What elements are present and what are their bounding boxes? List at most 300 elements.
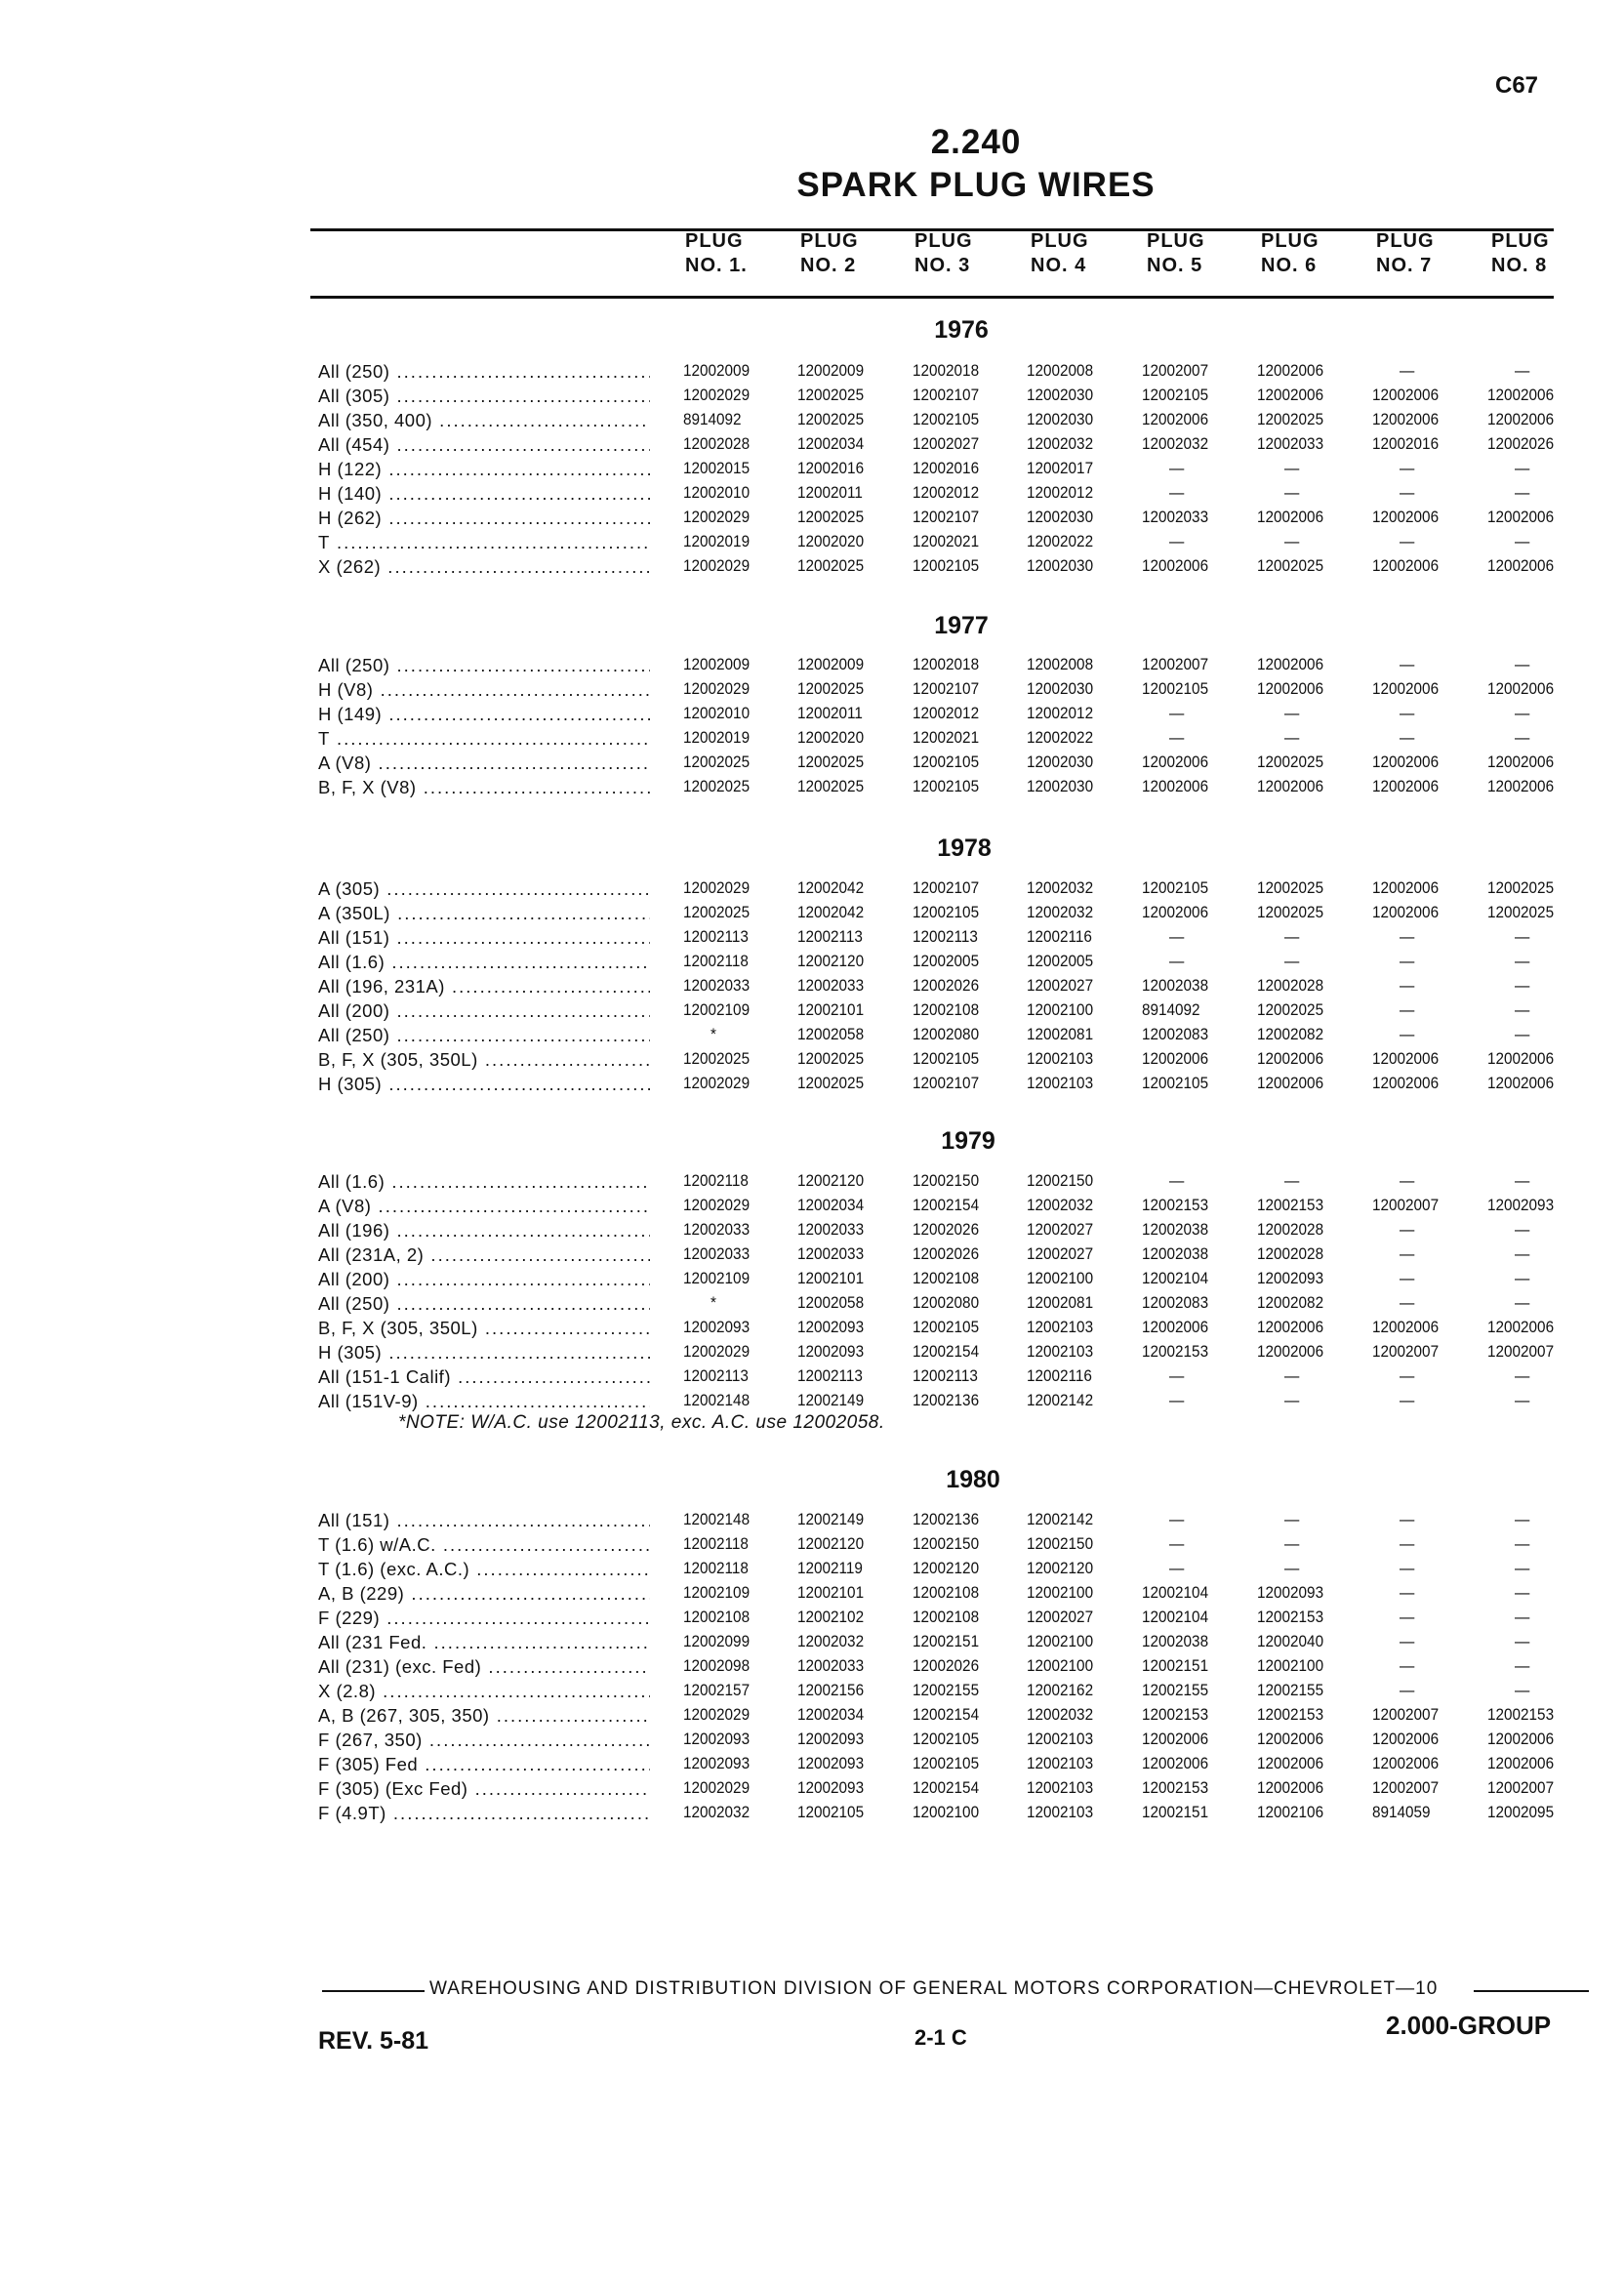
part-number-cell: 12002006 <box>1372 903 1440 921</box>
part-number-cell: 12002006 <box>1257 655 1324 673</box>
table-row <box>318 1583 1597 1608</box>
table-row <box>318 1074 1597 1098</box>
column-header-line2: NO. 7 <box>1376 255 1433 276</box>
part-number-cell: 12002006 <box>1142 1318 1209 1336</box>
part-number-cell: 12002149 <box>797 1391 865 1409</box>
part-number-cell: 12002153 <box>1142 1342 1209 1361</box>
part-number-cell: — <box>1284 1366 1300 1385</box>
part-number-cell: 12002098 <box>683 1656 751 1675</box>
column-header <box>1491 229 1608 278</box>
part-number-cell: 12002016 <box>913 459 980 477</box>
part-number-cell: 12002006 <box>1487 508 1555 526</box>
part-number-cell: 12002103 <box>1027 1318 1094 1336</box>
part-number-cell: 12002155 <box>1142 1681 1209 1699</box>
part-number-cell: 12002118 <box>683 1559 749 1577</box>
part-number-cell: — <box>1515 1000 1530 1019</box>
part-number-cell: 12002151 <box>1142 1656 1209 1675</box>
part-number-cell: 12002029 <box>683 508 751 526</box>
part-number-cell: — <box>1515 1681 1530 1699</box>
table-row <box>318 1171 1597 1196</box>
part-number-cell: 12002012 <box>913 704 980 722</box>
part-number-cell: — <box>1284 704 1300 722</box>
part-number-cell: 12002027 <box>1027 1244 1094 1263</box>
part-number-cell: 12002028 <box>683 434 751 453</box>
part-number-cell: 12002010 <box>683 483 751 502</box>
part-number-cell: — <box>1515 1391 1530 1409</box>
part-number-cell: 12002081 <box>1027 1293 1094 1312</box>
part-number-cell: 12002099 <box>683 1632 751 1650</box>
row-label: F (4.9T) ..... <box>318 1803 650 1824</box>
part-number-cell: 12002015 <box>683 459 751 477</box>
part-number-cell: — <box>1400 976 1415 995</box>
part-number-cell: 12002033 <box>683 1220 751 1239</box>
part-number-cell: 12002107 <box>913 679 980 698</box>
part-number-cell: * <box>710 1025 716 1043</box>
part-number-cell: — <box>1400 1366 1415 1385</box>
part-number-cell: 12002105 <box>1142 386 1209 404</box>
row-label: A, B (267, 305, 350) ..... <box>318 1705 650 1727</box>
part-number-cell: 12002034 <box>797 434 865 453</box>
part-number-cell: 12002025 <box>797 1074 865 1092</box>
part-number-cell: 12002006 <box>1257 386 1324 404</box>
part-number-cell: 12002029 <box>683 878 751 897</box>
part-number-cell: — <box>1400 459 1415 477</box>
part-number-cell: 12002011 <box>797 704 863 722</box>
part-number-cell: 12002033 <box>797 1244 865 1263</box>
part-number-cell: 12002100 <box>1027 1000 1094 1019</box>
part-number-cell: 12002107 <box>913 508 980 526</box>
year-heading: 1976 <box>934 316 989 344</box>
column-header-line1: PLUG <box>1261 230 1320 252</box>
part-number-cell: 12002028 <box>1257 976 1324 995</box>
part-number-cell: — <box>1400 361 1415 380</box>
part-number-cell: — <box>1515 1583 1530 1602</box>
part-number-cell: 12002153 <box>1487 1705 1555 1724</box>
part-number-cell: 12002105 <box>913 753 980 771</box>
part-number-cell: 12002005 <box>913 952 980 970</box>
part-number-cell: 12002025 <box>1257 410 1324 428</box>
part-number-cell: 12002026 <box>913 976 980 995</box>
part-number-cell: 12002034 <box>797 1196 865 1214</box>
part-number-cell: 12002025 <box>1257 903 1324 921</box>
part-number-cell: — <box>1515 361 1530 380</box>
part-number-cell: 12002103 <box>1027 1778 1094 1797</box>
part-number-cell: 12002156 <box>797 1681 865 1699</box>
part-number-cell: — <box>1400 704 1415 722</box>
part-number-cell: — <box>1515 483 1530 502</box>
part-number-cell: * <box>710 1293 716 1312</box>
part-number-cell: 12002006 <box>1372 1049 1440 1068</box>
part-number-cell: 12002104 <box>1142 1608 1209 1626</box>
part-number-cell: 12002006 <box>1372 410 1440 428</box>
part-number-cell: 12002153 <box>1142 1778 1209 1797</box>
part-number-cell: — <box>1400 728 1415 747</box>
table-row <box>318 704 1597 728</box>
part-number-cell: 12002011 <box>797 483 863 502</box>
column-header-line1: PLUG <box>1147 230 1205 252</box>
table-row <box>318 1244 1597 1269</box>
row-label: T ..... <box>318 532 650 553</box>
part-number-cell: 12002033 <box>683 1244 751 1263</box>
part-number-cell: 12002120 <box>797 1534 865 1553</box>
part-number-cell: 12002030 <box>1027 753 1094 771</box>
part-number-cell: 12002107 <box>913 878 980 897</box>
part-number-cell: 12002009 <box>683 655 751 673</box>
part-number-cell: 12002022 <box>1027 728 1094 747</box>
part-number-cell: 12002025 <box>797 386 865 404</box>
part-number-cell: 12002006 <box>1142 777 1209 795</box>
part-number-cell: 12002007 <box>1487 1778 1555 1797</box>
part-number-cell: 12002026 <box>913 1244 980 1263</box>
part-number-cell: 12002118 <box>683 952 749 970</box>
part-number-cell: 12002006 <box>1142 753 1209 771</box>
part-number-cell: 12002103 <box>1027 1803 1094 1821</box>
part-number-cell: 12002012 <box>913 483 980 502</box>
part-number-cell: 12002032 <box>1027 1705 1094 1724</box>
part-number-cell: 12002025 <box>797 410 865 428</box>
column-header <box>1147 229 1264 278</box>
part-number-cell: — <box>1400 1632 1415 1650</box>
part-number-cell: 12002104 <box>1142 1583 1209 1602</box>
part-number-cell: 12002028 <box>1257 1220 1324 1239</box>
row-label: All (151) ..... <box>318 927 650 949</box>
part-number-cell: 12002025 <box>797 777 865 795</box>
table-row <box>318 361 1597 386</box>
row-label: All (200) ..... <box>318 1000 650 1022</box>
part-number-cell: 12002095 <box>1487 1803 1555 1821</box>
part-number-cell: 12002025 <box>1487 878 1555 897</box>
column-header-line2: NO. 5 <box>1147 255 1203 276</box>
part-number-cell: 12002027 <box>1027 1220 1094 1239</box>
part-number-cell: 12002020 <box>797 532 865 550</box>
part-number-cell: 12002109 <box>683 1269 751 1287</box>
part-number-cell: — <box>1169 704 1185 722</box>
part-number-cell: 12002007 <box>1372 1705 1440 1724</box>
part-number-cell: 12002029 <box>683 556 751 575</box>
row-label: All (305) ..... <box>318 386 650 407</box>
table-row <box>318 1318 1597 1342</box>
footer-rule-left <box>322 1990 425 1992</box>
part-number-cell: — <box>1515 1559 1530 1577</box>
part-number-cell: — <box>1284 1171 1300 1190</box>
part-number-cell: 12002006 <box>1487 1730 1555 1748</box>
part-number-cell: 12002033 <box>797 976 865 995</box>
part-number-cell: 12002108 <box>683 1608 751 1626</box>
part-number-cell: 12002006 <box>1142 1730 1209 1748</box>
part-number-cell: — <box>1515 704 1530 722</box>
part-number-cell: 12002038 <box>1142 1632 1209 1650</box>
part-number-cell: 12002105 <box>797 1803 865 1821</box>
part-number-cell: 12002154 <box>913 1196 980 1214</box>
part-number-cell: 12002026 <box>913 1656 980 1675</box>
part-number-cell: — <box>1400 1391 1415 1409</box>
part-number-cell: 8914092 <box>683 410 742 428</box>
part-number-cell: — <box>1515 927 1530 946</box>
part-number-cell: — <box>1284 1534 1300 1553</box>
part-number-cell: 12002006 <box>1372 679 1440 698</box>
table-row <box>318 1656 1597 1681</box>
part-number-cell: 12002148 <box>683 1510 751 1528</box>
column-header-line2: NO. 4 <box>1031 255 1087 276</box>
part-number-cell: 12002006 <box>1142 410 1209 428</box>
part-number-cell: 12002025 <box>1257 1000 1324 1019</box>
part-number-cell: 12002100 <box>913 1803 980 1821</box>
page-number: C67 <box>1495 72 1539 99</box>
part-number-cell: 12002118 <box>683 1534 749 1553</box>
year-heading: 1977 <box>934 612 989 639</box>
part-number-cell: 12002028 <box>1257 1244 1324 1263</box>
part-number-cell: — <box>1400 1681 1415 1699</box>
part-number-cell: — <box>1400 1510 1415 1528</box>
part-number-cell: — <box>1400 1293 1415 1312</box>
part-number-cell: 12002153 <box>1142 1705 1209 1724</box>
table-row <box>318 1000 1597 1025</box>
part-number-cell: 12002105 <box>913 556 980 575</box>
part-number-cell: 12002100 <box>1027 1269 1094 1287</box>
part-number-cell: 12002025 <box>683 1049 751 1068</box>
part-number-cell: 12002007 <box>1372 1196 1440 1214</box>
table-row <box>318 1705 1597 1730</box>
part-number-cell: 12002006 <box>1372 556 1440 575</box>
table-row <box>318 927 1597 952</box>
part-number-cell: 12002029 <box>683 1196 751 1214</box>
part-number-cell: 12002038 <box>1142 1244 1209 1263</box>
table-row <box>318 410 1597 434</box>
part-number-cell: 12002150 <box>913 1534 980 1553</box>
part-number-cell: 12002108 <box>913 1269 980 1287</box>
part-number-cell: — <box>1515 1656 1530 1675</box>
section-title: SPARK PLUG WIRES <box>796 166 1156 204</box>
part-number-cell: — <box>1284 1510 1300 1528</box>
part-number-cell: 12002105 <box>913 410 980 428</box>
table-row <box>318 1754 1597 1778</box>
part-number-cell: 12002010 <box>683 704 751 722</box>
part-number-cell: 12002136 <box>913 1510 980 1528</box>
part-number-cell: 12002025 <box>1257 878 1324 897</box>
part-number-cell: 12002022 <box>1027 532 1094 550</box>
part-number-cell: — <box>1400 1583 1415 1602</box>
part-number-cell: — <box>1515 1025 1530 1043</box>
part-number-cell: — <box>1284 532 1300 550</box>
row-label: All (196) ..... <box>318 1220 650 1242</box>
column-header-line2: NO. 3 <box>914 255 971 276</box>
part-number-cell: — <box>1400 1000 1415 1019</box>
part-number-cell: 12002029 <box>683 1778 751 1797</box>
footer-rule-right <box>1474 1990 1589 1992</box>
column-header-line2: NO. 1. <box>685 255 748 276</box>
column-header-line2: NO. 8 <box>1491 255 1548 276</box>
part-number-cell: 12002154 <box>913 1342 980 1361</box>
section-number: 2.240 <box>930 123 1022 161</box>
table-row <box>318 1196 1597 1220</box>
part-number-cell: 12002018 <box>913 655 980 673</box>
part-number-cell: 12002083 <box>1142 1025 1209 1043</box>
part-number-cell: 12002116 <box>1027 1366 1092 1385</box>
part-number-cell: 12002153 <box>1257 1196 1324 1214</box>
part-number-cell: — <box>1169 927 1185 946</box>
part-number-cell: 12002009 <box>797 655 865 673</box>
part-number-cell: — <box>1400 483 1415 502</box>
part-number-cell: 12002025 <box>683 753 751 771</box>
part-number-cell: 12002033 <box>1142 508 1209 526</box>
part-number-cell: 12002153 <box>1257 1705 1324 1724</box>
part-number-cell: 12002030 <box>1027 410 1094 428</box>
part-number-cell: 12002033 <box>1257 434 1324 453</box>
part-number-cell: 12002113 <box>913 1366 978 1385</box>
part-number-cell: 12002006 <box>1142 903 1209 921</box>
column-header <box>800 229 917 278</box>
part-number-cell: 12002006 <box>1487 386 1555 404</box>
part-number-cell: 12002029 <box>683 1705 751 1724</box>
part-number-cell: 12002030 <box>1027 386 1094 404</box>
part-number-cell: — <box>1169 952 1185 970</box>
part-number-cell: 12002027 <box>1027 1608 1094 1626</box>
part-number-cell: 12002148 <box>683 1391 751 1409</box>
part-number-cell: — <box>1284 728 1300 747</box>
part-number-cell: 12002155 <box>1257 1681 1324 1699</box>
row-label: A, B (229) ..... <box>318 1583 650 1605</box>
part-number-cell: — <box>1400 952 1415 970</box>
row-label: B, F, X (305, 350L) ..... <box>318 1049 650 1071</box>
part-number-cell: — <box>1169 728 1185 747</box>
row-label: H (149) ..... <box>318 704 650 725</box>
part-number-cell: — <box>1515 1220 1530 1239</box>
part-number-cell: 12002027 <box>1027 976 1094 995</box>
part-number-cell: 12002100 <box>1257 1656 1324 1675</box>
part-number-cell: 12002105 <box>913 1318 980 1336</box>
part-number-cell: 12002017 <box>1027 459 1094 477</box>
part-number-cell: 12002040 <box>1257 1632 1324 1650</box>
part-number-cell: — <box>1169 1510 1185 1528</box>
part-number-cell: 12002101 <box>797 1583 865 1602</box>
part-number-cell: 12002025 <box>797 753 865 771</box>
part-number-cell: 12002150 <box>913 1171 980 1190</box>
part-number-cell: 12002082 <box>1257 1025 1324 1043</box>
part-number-cell: 12002029 <box>683 1074 751 1092</box>
row-label: H (V8) ..... <box>318 679 650 701</box>
part-number-cell: — <box>1284 1559 1300 1577</box>
part-number-cell: — <box>1400 927 1415 946</box>
part-number-cell: — <box>1400 1220 1415 1239</box>
part-number-cell: 12002100 <box>1027 1632 1094 1650</box>
part-number-cell: 12002006 <box>1372 878 1440 897</box>
part-number-cell: — <box>1515 532 1530 550</box>
part-number-cell: 12002105 <box>913 1754 980 1772</box>
part-number-cell: 12002006 <box>1257 1049 1324 1068</box>
table-row <box>318 878 1597 903</box>
row-label: H (262) ..... <box>318 508 650 529</box>
part-number-cell: 12002006 <box>1487 556 1555 575</box>
part-number-cell: 12002032 <box>1027 434 1094 453</box>
part-number-cell: 12002020 <box>797 728 865 747</box>
table-row <box>318 976 1597 1000</box>
part-number-cell: 12002025 <box>1257 556 1324 575</box>
column-header-line1: PLUG <box>685 230 744 252</box>
row-label: X (2.8) ..... <box>318 1681 650 1702</box>
part-number-cell: 12002093 <box>683 1730 751 1748</box>
part-number-cell: — <box>1400 1025 1415 1043</box>
row-label: All (151V-9) ..... <box>318 1391 650 1412</box>
part-number-cell: 12002100 <box>1027 1656 1094 1675</box>
column-header-line1: PLUG <box>800 230 859 252</box>
column-header-line2: NO. 6 <box>1261 255 1318 276</box>
part-number-cell: 12002104 <box>1142 1269 1209 1287</box>
part-number-cell: — <box>1400 1171 1415 1190</box>
part-number-cell: 12002162 <box>1027 1681 1094 1699</box>
row-label: All (200) ..... <box>318 1269 650 1290</box>
part-number-cell: 12002038 <box>1142 1220 1209 1239</box>
table-row <box>318 679 1597 704</box>
row-label: All (454) ..... <box>318 434 650 456</box>
group-label: 2.000-GROUP <box>1386 2011 1552 2040</box>
part-number-cell: — <box>1169 1171 1185 1190</box>
part-number-cell: 12002154 <box>913 1705 980 1724</box>
part-number-cell: — <box>1515 655 1530 673</box>
table-row <box>318 1681 1597 1705</box>
part-number-cell: 12002113 <box>797 927 863 946</box>
part-number-cell: 12002025 <box>1487 903 1555 921</box>
column-header-line1: PLUG <box>1491 230 1550 252</box>
part-number-cell: — <box>1400 1656 1415 1675</box>
part-number-cell: 12002006 <box>1142 1754 1209 1772</box>
part-number-cell: 12002006 <box>1372 386 1440 404</box>
part-number-cell: — <box>1400 1559 1415 1577</box>
part-number-cell: 8914059 <box>1372 1803 1431 1821</box>
table-row <box>318 777 1597 801</box>
part-number-cell: 12002032 <box>683 1803 751 1821</box>
row-label: B, F, X (V8) ..... <box>318 777 650 798</box>
table-row <box>318 1632 1597 1656</box>
year-heading: 1979 <box>941 1127 995 1155</box>
table-row <box>318 1778 1597 1803</box>
part-number-cell: 12002105 <box>1142 679 1209 698</box>
part-number-cell: 12002030 <box>1027 508 1094 526</box>
part-number-cell: 12002007 <box>1487 1342 1555 1361</box>
part-number-cell: 12002103 <box>1027 1730 1094 1748</box>
part-number-cell: — <box>1515 976 1530 995</box>
part-number-cell: — <box>1169 1559 1185 1577</box>
table-row <box>318 1049 1597 1074</box>
part-number-cell: 12002007 <box>1372 1342 1440 1361</box>
page-code: 2-1 C <box>914 2025 967 2050</box>
table-row <box>318 903 1597 927</box>
part-number-cell: 12002103 <box>1027 1754 1094 1772</box>
table-row <box>318 1730 1597 1754</box>
part-number-cell: 12002025 <box>683 777 751 795</box>
table-row <box>318 459 1597 483</box>
part-number-cell: — <box>1515 1534 1530 1553</box>
part-number-cell: 12002008 <box>1027 361 1094 380</box>
row-label: All (151-1 Calif) ..... <box>318 1366 650 1388</box>
part-number-cell: 12002113 <box>797 1366 863 1385</box>
row-label: All (250) ..... <box>318 1293 650 1315</box>
table-row <box>318 508 1597 532</box>
part-number-cell: 12002120 <box>913 1559 980 1577</box>
part-number-cell: 12002006 <box>1257 1754 1324 1772</box>
part-number-cell: 12002149 <box>797 1510 865 1528</box>
header-bottom-rule <box>310 296 1554 299</box>
year-heading: 1978 <box>937 835 992 862</box>
part-number-cell: 12002025 <box>797 1049 865 1068</box>
part-number-cell: — <box>1515 1269 1530 1287</box>
part-number-cell: 12002025 <box>797 679 865 698</box>
part-number-cell: 12002105 <box>913 777 980 795</box>
part-number-cell: 12002019 <box>683 532 751 550</box>
part-number-cell: 12002006 <box>1257 679 1324 698</box>
part-number-cell: 12002150 <box>1027 1171 1094 1190</box>
row-label: All (231 Fed. ..... <box>318 1632 650 1653</box>
part-number-cell: 12002093 <box>797 1730 865 1748</box>
